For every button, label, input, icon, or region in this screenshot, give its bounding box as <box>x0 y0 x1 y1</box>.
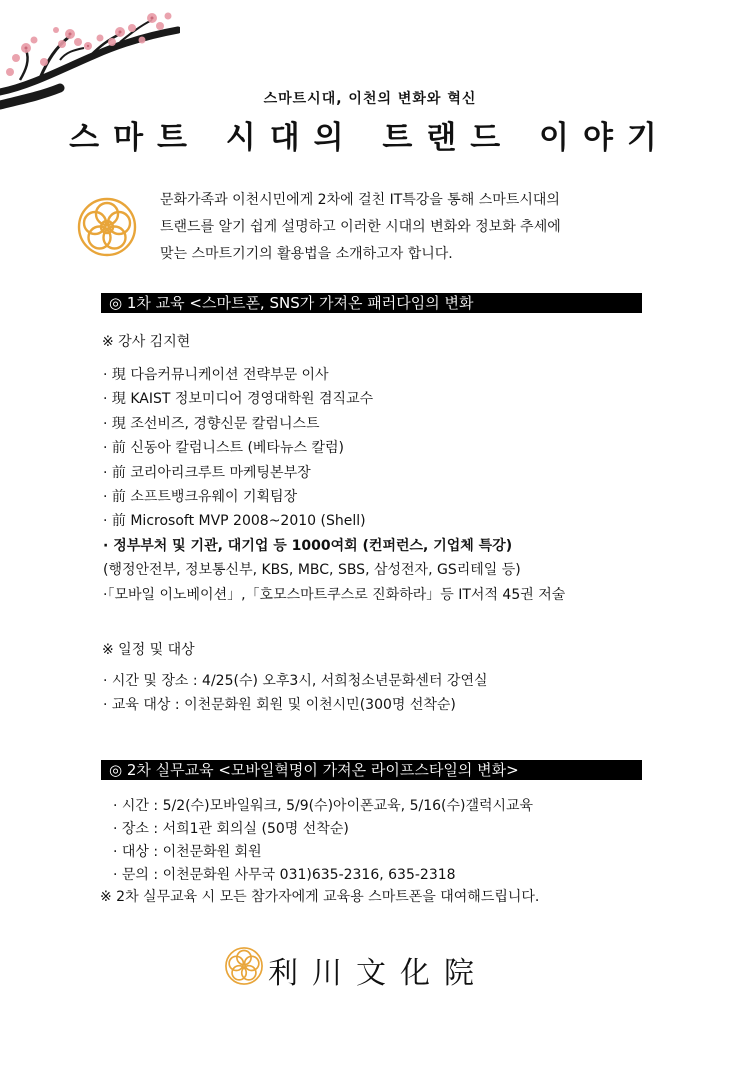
intro-paragraph <box>160 187 700 268</box>
session1-title-bar: ◎ 1차 교육 <스마트폰, SNS가 가져온 패러다임의 변화 <box>101 293 642 313</box>
list-item: · 정부부처 및 기관, 대기업 등 1000여회 (컨퍼런스, 기업체 특강) <box>103 537 513 554</box>
list-item: · 現 KAIST 정보미디어 경영대학원 겸직교수 <box>103 391 374 408</box>
footer-emblem-icon <box>224 946 264 986</box>
lecturer-career-list <box>103 363 565 607</box>
session2-details-list <box>113 795 533 887</box>
list-item: · 前 코리아리크루트 마케팅본부장 <box>103 464 311 481</box>
list-item: · 現 조선비즈, 경향신문 칼럼니스트 <box>103 415 320 432</box>
lecturer-heading: ※ 강사 김지현 <box>102 334 191 350</box>
list-item: · 시간 및 장소 : 4/25(수) 오후3시, 서희청소년문화센터 강연실 <box>103 673 488 689</box>
list-item: · 대상 : 이천문화원 회원 <box>113 844 262 860</box>
cultural-center-emblem-icon <box>76 196 138 258</box>
page-subtitle: 스마트시대, 이천의 변화와 혁신 <box>263 91 477 107</box>
intro-line: 문화가족과 이천시민에게 2차에 걸친 IT특강을 통해 스마트시대의 <box>160 192 560 208</box>
list-item: · 장소 : 서희1관 회의실 (50명 선착순) <box>113 821 349 837</box>
list-item: ·「모바일 이노베이션」,「호모스마트쿠스로 진화하라」등 IT서적 45권 저술 <box>103 586 566 603</box>
list-item: · 문의 : 이천문화원 사무국 031)635-2316, 635-2318 <box>113 867 456 883</box>
list-item: · 現 다음커뮤니케이션 전략부문 이사 <box>103 367 329 383</box>
list-item: · 前 소프트뱅크유웨이 기획팀장 <box>103 488 298 505</box>
list-item: (행정안전부, 정보통신부, KBS, MBC, SBS, 삼성전자, GS리테일 등) <box>103 562 521 579</box>
schedule-list <box>103 669 488 718</box>
session2-note: ※ 2차 실무교육 시 모든 참가자에게 교육용 스마트폰을 대여해드립니다. <box>100 889 540 905</box>
list-item: · 前 Microsoft MVP 2008~2010 (Shell) <box>103 513 366 530</box>
list-item: · 시간 : 5/2(수)모바일워크, 5/9(수)아이폰교육, 5/16(수)갤럭시교육 <box>113 798 534 814</box>
page-title: 스마트 시대의 트랜드 이야기 <box>69 120 671 156</box>
list-item: · 前 신동아 칼럼니스트 (베타뉴스 칼럼) <box>103 440 344 457</box>
intro-line: 맞는 스마트기기의 활용법을 소개하고자 합니다. <box>160 246 453 262</box>
schedule-heading: ※ 일정 및 대상 <box>102 642 195 658</box>
list-item: · 교육 대상 : 이천문화원 회원 및 이천시민(300명 선착순) <box>103 697 456 714</box>
session2-title-bar: ◎ 2차 실무교육 <모바일혁명이 가져온 라이프스타일의 변화> <box>101 760 642 780</box>
footer-organization-name: 利川文化院 <box>268 956 488 991</box>
intro-line: 트랜드를 알기 쉽게 설명하고 이러한 시대의 변화와 정보화 추세에 <box>160 219 561 235</box>
